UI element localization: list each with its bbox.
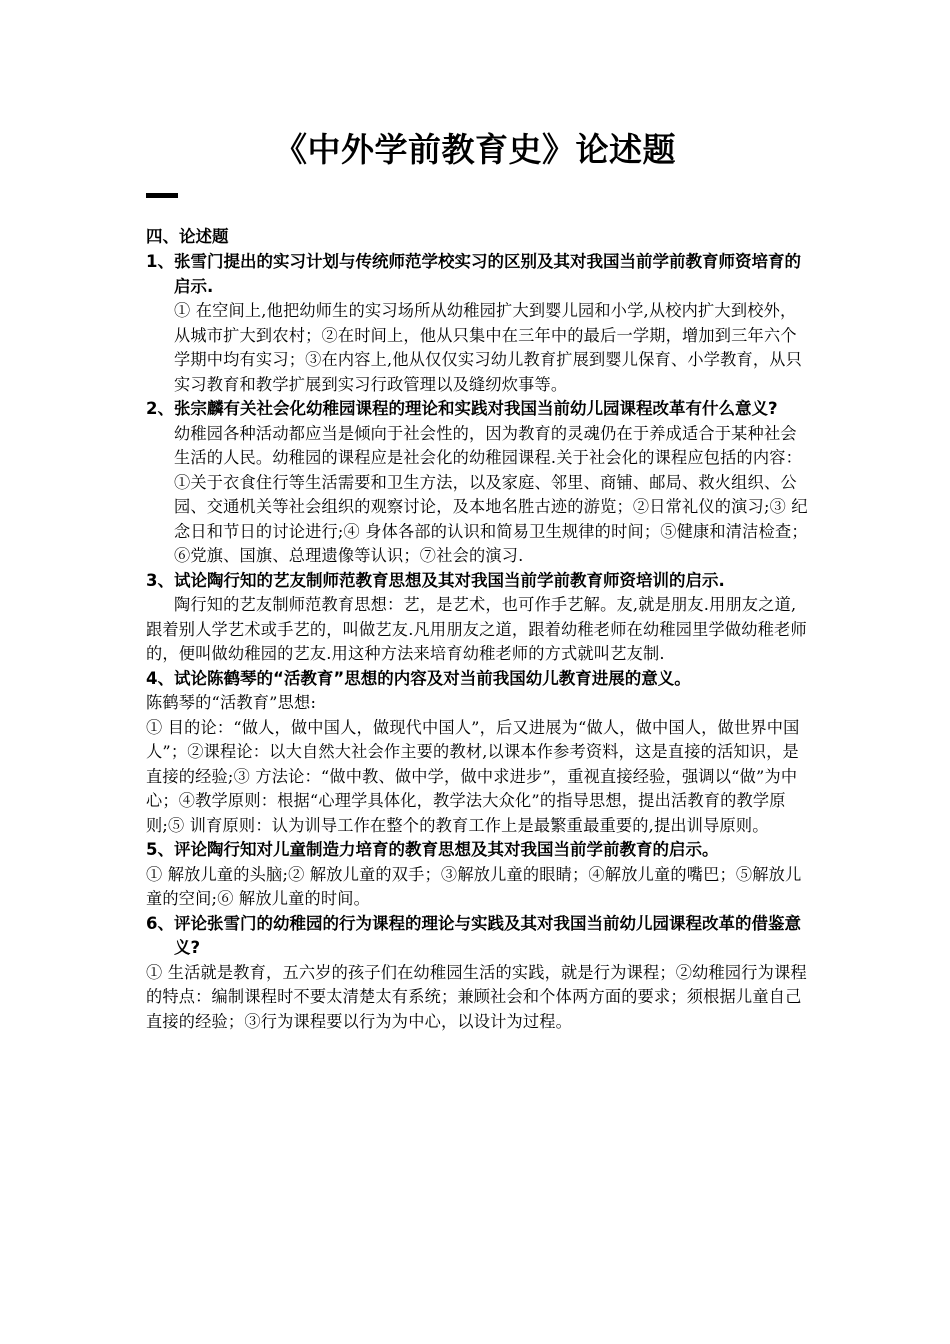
- question-1: [146, 250, 810, 299]
- heading-dash-mark: [146, 193, 178, 198]
- question-5: [146, 838, 810, 863]
- question-4: [146, 667, 810, 692]
- answer-6: ① 生活就是教育，五六岁的孩子们在幼稚园生活的实践，就是行为课程；②幼稚园行为课程的特点：编制课程时不要太清楚太有系统；兼顾社会和个体两方面的要求；须根据儿童自己直接的经验；③行为课程要以行为为中心，以设计为过程。: [146, 962, 807, 1031]
- question-3-text: 试论陶行知的艺友制师范教育思想及其对我国当前学前教育师资培训的启示.: [174, 570, 725, 590]
- question-4-number: 4、: [146, 668, 174, 688]
- question-3-number: 3、: [146, 570, 174, 590]
- section-heading: 四、论述题: [146, 227, 229, 246]
- question-5-number: 5、: [146, 840, 174, 859]
- question-4-text: 试论陈鹤琴的“活教育”思想的内容及对当前我国幼儿教育进展的意义。: [174, 668, 691, 688]
- document-body: [146, 224, 810, 1034]
- question-1-number: 1、: [146, 252, 174, 271]
- question-2: [146, 397, 810, 422]
- answer-4: 陈鹤琴的“活教育”思想: ① 目的论：“做人，做中国人，做现代中国人”，后又进展为“做人，做中国人，做世界中国人”；②课程论：以大自然大社会作主要的教材,以课本作参考资料，这是直接的活知识，是直接的经验;③ 方法论：“做中教、做中学，做中求进步”，重视直接经验，强调以“做”为中心；④教学原则：根据“心理学具体化，教学法大众化”的指导思想，提出活教育的教学原则;⑤ 训育原则：认为训导工作在整个的教育工作上是最繁重最重要的,提出训导原则。: [146, 693, 800, 835]
- answer-1: ① 在空间上,他把幼师生的实习场所从幼稚园扩大到婴儿园和小学,从校内扩大到校外，从城市扩大到农村；②在时间上，他从只集中在三年中的最后一学期，增加到三年六个学期中均有实习；③在内容上,他从仅仅实习幼儿教育扩展到婴儿保育、小学教育，从只实习教育和教学扩展到实习行政管理以及缝纫炊事等。: [174, 301, 803, 394]
- question-6-number: 6、: [146, 913, 174, 933]
- answer-5: ① 解放儿童的头脑;② 解放儿童的双手；③解放儿童的眼睛；④解放儿童的嘴巴；⑤解放儿童的空间;⑥ 解放儿童的时间。: [146, 864, 802, 908]
- question-6: [146, 912, 810, 961]
- question-3: [146, 569, 810, 594]
- answer-3: 陶行知的艺友制师范教育思想：艺，是艺术，也可作手艺解。友,就是朋友.用朋友之道,跟着别人学艺术或手艺的，叫做艺友.凡用朋友之道，跟着幼稚老师在幼稚园里学做幼稚老师的，便叫做幼稚园的艺友.用这种方法来培育幼稚老师的方式就叫艺友制.: [146, 595, 807, 663]
- answer-2: 幼稚园各种活动都应当是倾向于社会性的，因为教育的灵魂仍在于养成适合于某种社会生活的人民。幼稚园的课程应是社会化的幼稚园课程.关于社会化的课程应包括的内容：①关于衣食住行等生活需要和卫生方法，以及家庭、邻里、商铺、邮局、救火组织、公园、交通机关等社会组织的观察讨论，及本地名胜古迹的游览；②日常礼仪的演习;③ 纪念日和节日的讨论进行;④ 身体各部的认识和简易卫生规律的时间；⑤健康和清洁检查；⑥党旗、国旗、总理遗像等认识；⑦社会的演习.: [174, 423, 808, 565]
- question-2-text: 张宗麟有关社会化幼稚园课程的理论和实践对我国当前幼儿园课程改革有什么意义?: [174, 399, 778, 418]
- document-title: 《中外学前教育史》论述题: [274, 130, 676, 169]
- question-1-text: 张雪门提出的实习计划与传统师范学校实习的区别及其对我国当前学前教育师资培育的启示.: [174, 252, 801, 296]
- question-2-number: 2、: [146, 399, 174, 418]
- question-6-text: 评论张雪门的幼稚园的行为课程的理论与实践及其对我国当前幼儿园课程改革的借鉴意义?: [174, 913, 801, 957]
- question-5-text: 评论陶行知对儿童制造力培育的教育思想及其对我国当前学前教育的启示。: [174, 840, 719, 859]
